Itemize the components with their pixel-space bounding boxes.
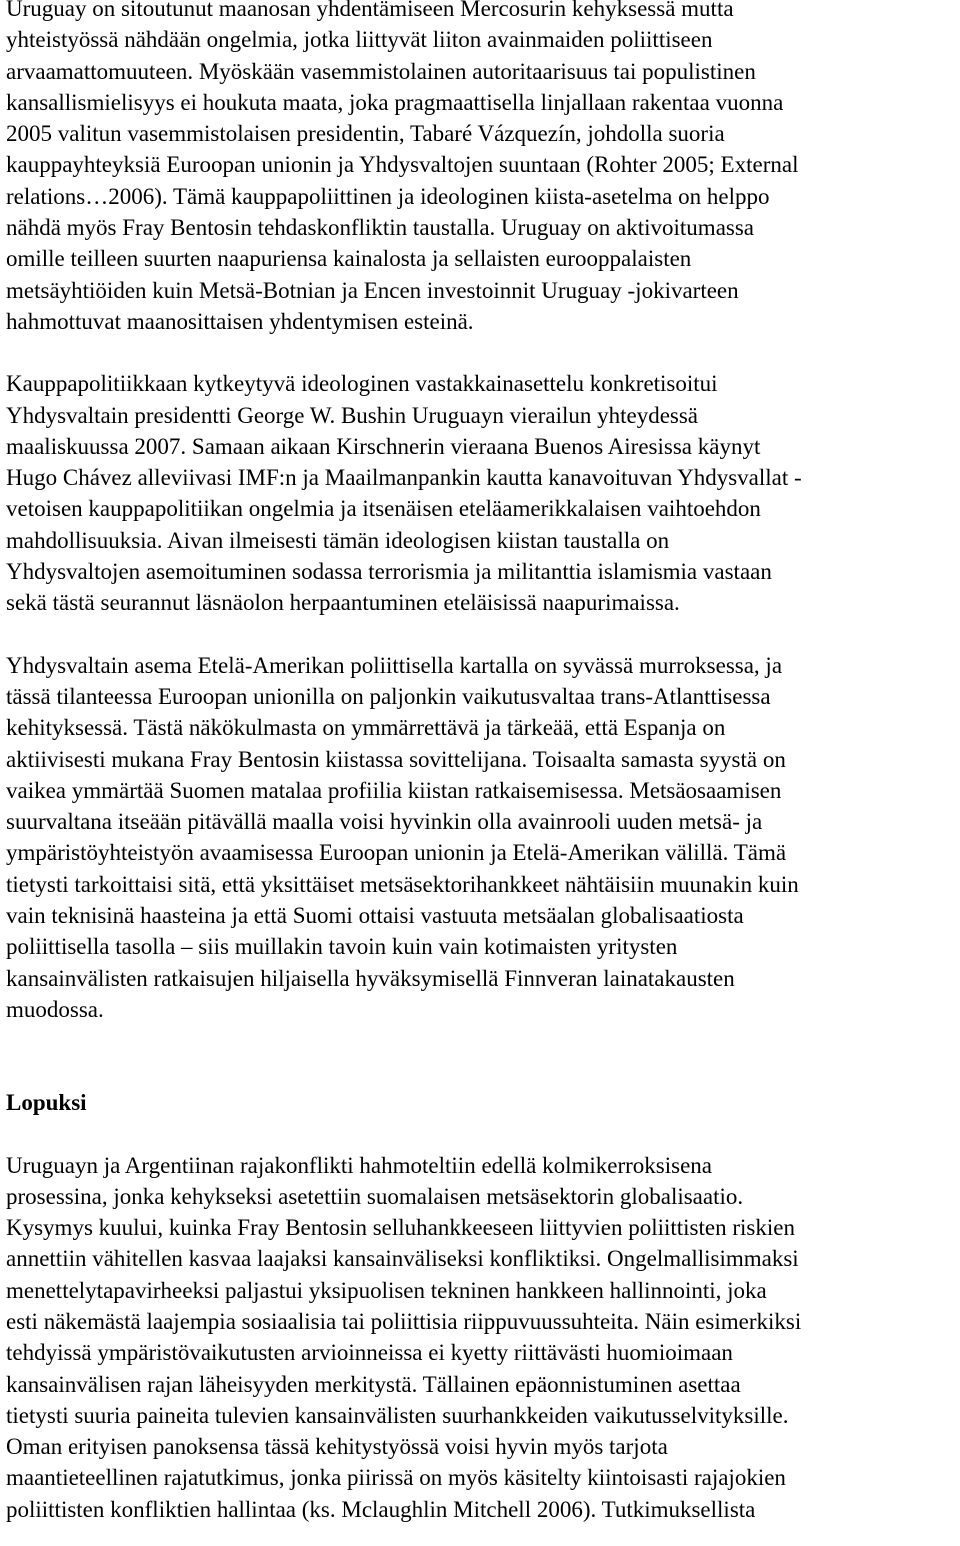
text-line: menettelytapavirheeksi paljastui yksipuolisen tekninen hankkeen hallinnointi, joka bbox=[6, 1277, 767, 1303]
text-line: yhteistyössä nähdään ongelmia, jotka liittyvät liiton avainmaiden poliittiseen bbox=[6, 27, 713, 53]
text-line: prosessina, jonka kehykseksi asetettiin suomalaisen metsäsektorin globalisaatio. bbox=[6, 1183, 744, 1209]
text-line: maantieteellinen rajatutkimus, jonka piirissä on myös käsitelty kiintoisasti rajajokien bbox=[6, 1465, 786, 1491]
text-line: kehityksessä. Tästä näkökulmasta on ymmärrettävä ja tärkeää, että Espanja on bbox=[6, 715, 726, 741]
paragraph-spacer bbox=[6, 619, 956, 650]
text-line: Kauppapolitiikkaan kytkeytyvä ideologinen vastakkainasettelu konkretisoitui bbox=[6, 371, 718, 397]
text-line: kansainvälisen rajan läheisyyden merkitystä. Tällainen epäonnistuminen asettaa bbox=[6, 1371, 741, 1397]
text-line: Oman erityisen panoksensa tässä kehitystyössä voisi hyvin myös tarjota bbox=[6, 1434, 668, 1460]
text-line: vaikea ymmärtää Suomen matalaa profiilia kiistan ratkaisemisessa. Metsäosaamisen bbox=[6, 777, 782, 803]
text-line: arvaamattomuuteen. Myöskään vasemmistolainen autoritaarisuus tai populistinen bbox=[6, 58, 756, 84]
text-line: tässä tilanteessa Euroopan unionilla on paljonkin vaikutusvaltaa trans-Atlanttisessa bbox=[6, 683, 771, 709]
text-line: Yhdysvaltojen asemoituminen sodassa terrorismia ja militanttia islamismia vastaan bbox=[6, 559, 772, 585]
text-line: Uruguay on sitoutunut maanosan yhdentämiseen Mercosurin kehyksessä mutta bbox=[6, 0, 734, 21]
text-line: Hugo Chávez alleviivasi IMF:n ja Maailmanpankin kautta kanavoituvan Yhdysvallat - bbox=[6, 465, 802, 491]
text-line: nähdä myös Fray Bentosin tehdaskonfliktin taustalla. Uruguay on aktivoitumassa bbox=[6, 215, 755, 241]
text-line: sekä tästä seurannut läsnäolon herpaantuminen eteläisissä naapurimaissa. bbox=[6, 590, 680, 616]
text-line: mahdollisuuksia. Aivan ilmeisesti tämän ideologisen kiistan taustalla on bbox=[6, 527, 670, 553]
paragraph-uruguay-mercosur bbox=[6, 0, 956, 337]
text-line: omille teilleen suurten naapuriensa kainalosta ja sellaisten eurooppalaisten bbox=[6, 246, 692, 272]
text-line: kansainvälisten ratkaisujen hiljaisella hyväksymisellä Finnveran lainatakausten bbox=[6, 965, 735, 991]
text-line: kauppayhteyksiä Euroopan unionin ja Yhdysvaltojen suuntaan (Rohter 2005; External bbox=[6, 152, 799, 178]
text-line: Yhdysvaltain asema Etelä-Amerikan poliittisella kartalla on syvässä murroksessa, ja bbox=[6, 652, 783, 678]
text-line: muodossa. bbox=[6, 996, 104, 1022]
text-line: relations…2006). Tämä kauppapoliittinen ja ideologinen kiista-asetelma on helppo bbox=[6, 183, 770, 209]
text-line: tietysti suuria paineita tulevien kansainvälisten suurhankkeiden vaikutusselvityksille. bbox=[6, 1402, 789, 1428]
paragraph-us-position bbox=[6, 650, 956, 1026]
text-line: esti näkemästä laajempia sosiaalisia tai poliittisia riippuvuussuhteita. Näin esimerkiksi bbox=[6, 1308, 802, 1334]
section-heading: Lopuksi bbox=[6, 1090, 87, 1116]
paragraph-spacer bbox=[6, 337, 956, 368]
text-line: vetoisen kauppapolitiikan ongelmia ja itsenäisen eteläamerikkalaisen vaihtoehdon bbox=[6, 496, 761, 522]
paragraph-trade-policy bbox=[6, 368, 956, 618]
text-line: poliittisella tasolla – siis muillakin tavoin kuin vain kotimaisten yritysten bbox=[6, 934, 678, 960]
text-line: ympäristöyhteistyön avaamisessa Euroopan unionin ja Etelä-Amerikan välillä. Tämä bbox=[6, 840, 787, 866]
paragraph-spacer bbox=[6, 1119, 956, 1150]
text-line: 2005 valitun vasemmistolaisen presidentin, Tabaré Vázquezín, johdolla suoria bbox=[6, 121, 725, 147]
text-line: Yhdysvaltain presidentti George W. Bushin Uruguayn vierailun yhteydessä bbox=[6, 402, 699, 428]
text-line: aktiivisesti mukana Fray Bentosin kiistassa sovittelijana. Toisaalta samasta syystä on bbox=[6, 746, 786, 772]
text-line: annettiin vähitellen kasvaa laajaksi kansainväliseksi konfliktiksi. Ongelmallisimmaksi bbox=[6, 1246, 799, 1272]
document-page bbox=[6, 0, 956, 1525]
paragraph-conclusion bbox=[6, 1150, 956, 1526]
text-line: metsäyhtiöiden kuin Metsä-Botnian ja Encen investoinnit Uruguay -jokivarteen bbox=[6, 277, 739, 303]
text-line: kansallismielisyys ei houkuta maata, joka pragmaattisella linjallaan rakentaa vuonna bbox=[6, 89, 784, 115]
text-line: hahmottuvat maanosittaisen yhdentymisen esteinä. bbox=[6, 308, 474, 334]
text-line: maaliskuussa 2007. Samaan aikaan Kirschnerin vieraana Buenos Airesissa käynyt bbox=[6, 433, 761, 459]
section-spacer bbox=[6, 1025, 956, 1087]
text-line: suurvaltana itseään pitävällä maalla voisi hyvinkin olla avainrooli uuden metsä- ja bbox=[6, 809, 763, 835]
text-line: poliittisten konfliktien hallintaa (ks. Mclaughlin Mitchell 2006). Tutkimuksellista bbox=[6, 1496, 756, 1522]
text-line: Kysymys kuului, kuinka Fray Bentosin selluhankkeeseen liittyvien poliittisten riskien bbox=[6, 1215, 795, 1241]
text-line: Uruguayn ja Argentiinan rajakonflikti hahmoteltiin edellä kolmikerroksisena bbox=[6, 1152, 713, 1178]
text-line: vain teknisinä haasteina ja että Suomi ottaisi vastuuta metsäalan globalisaatiosta bbox=[6, 903, 744, 929]
text-line: tietysti tarkoittaisi sitä, että yksittäiset metsäsektorihankkeet nähtäisiin muunakin kuin bbox=[6, 871, 799, 897]
text-line: tehdyissä ympäristövaikutusten arvioinneissa ei kyetty riittävästi huomioimaan bbox=[6, 1340, 733, 1366]
